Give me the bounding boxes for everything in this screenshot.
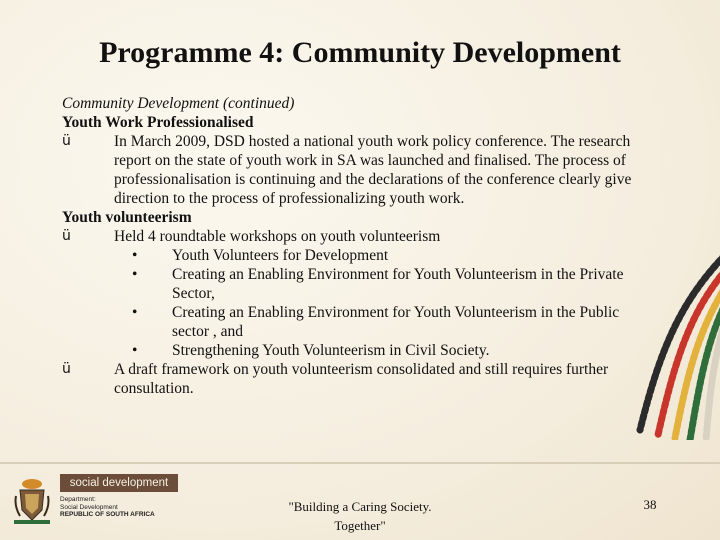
sub-list-item — [62, 303, 648, 341]
sub-list-item — [62, 341, 648, 360]
sub-list-item-text: Creating an Enabling Environment for Youth Volunteerism in the Public sector , and — [172, 304, 620, 340]
slide-content — [62, 94, 662, 398]
bullet-icon: • — [132, 342, 138, 359]
checkmark-icon: ü — [62, 361, 71, 377]
bullet-icon: • — [132, 247, 138, 264]
list-item-text: A draft framework on youth volunteerism consolidated and still requires further consultation. — [114, 361, 609, 397]
logo-dept-line: Social Development — [60, 503, 118, 511]
list-item — [62, 360, 662, 398]
list-item — [62, 132, 662, 208]
coat-of-arms-icon — [12, 476, 52, 526]
footer-slogan-line: "Building a Caring Society. — [288, 499, 432, 514]
sub-list-item-text: Strengthening Youth Volunteerism in Civil Society. — [172, 342, 490, 359]
checkmark-icon: ü — [62, 133, 71, 149]
bullet-icon: • — [132, 304, 138, 321]
sub-list-item — [62, 265, 648, 303]
department-logo — [8, 470, 178, 530]
footer-slogan-line: Together" — [334, 518, 386, 533]
logo-dept-line: Department: — [60, 496, 96, 503]
sub-list-item-text: Creating an Enabling Environment for Youth Volunteerism in the Private Sector, — [172, 266, 624, 302]
list-item-text: Held 4 roundtable workshops on youth volunteerism — [114, 228, 441, 245]
section-heading: Youth Work Professionalised — [62, 114, 254, 131]
logo-department-text — [60, 496, 155, 519]
sub-list-item-text: Youth Volunteers for Development — [172, 247, 389, 264]
logo-name: social development — [60, 474, 178, 492]
section-heading: Youth volunteerism — [62, 209, 192, 226]
footer-slogan — [255, 497, 465, 535]
logo-dept-line: REPUBLIC OF SOUTH AFRICA — [60, 511, 155, 518]
subtitle: Community Development (continued) — [62, 95, 295, 112]
footer-divider — [0, 462, 720, 464]
checkmark-icon: ü — [62, 228, 71, 244]
list-item — [62, 227, 662, 246]
slide-title: Programme 4: Community Development — [99, 36, 621, 69]
list-item-text: In March 2009, DSD hosted a national youth work policy conference. The research report on the state of youth work in SA was launched and finalised. The process of professionalisation is continuing and the declarations of the conference clearly give direction to the process of professionalizing youth work. — [114, 133, 632, 207]
page-number: 38 — [643, 497, 657, 512]
sub-list-item — [62, 246, 648, 265]
bullet-icon: • — [132, 266, 138, 283]
